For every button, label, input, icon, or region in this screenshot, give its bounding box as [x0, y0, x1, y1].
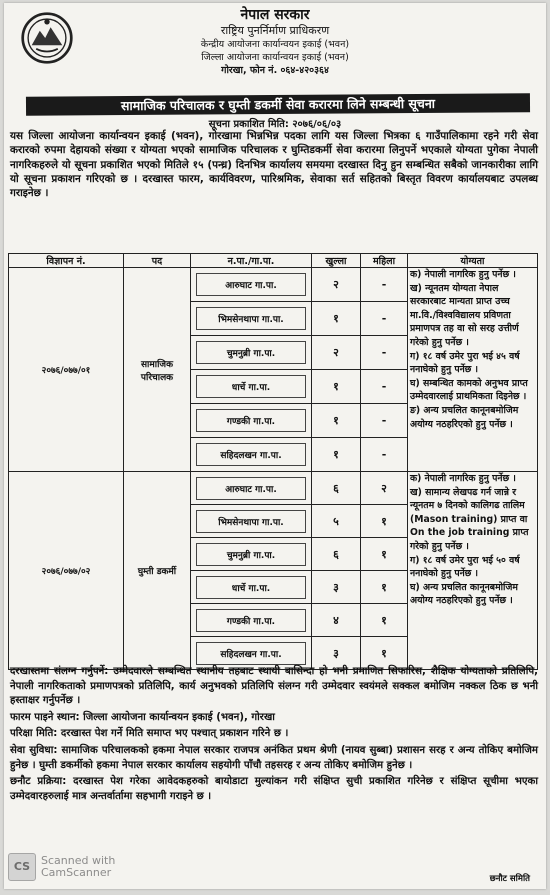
- form-location-note: [10, 711, 538, 726]
- ad-number: २०७६/०७७/०१: [9, 268, 124, 472]
- women-count: १: [361, 505, 408, 538]
- women-count: -: [361, 336, 408, 370]
- municipality-name: चुमनुब्री गा.पा.: [196, 341, 306, 364]
- govt-name: नेपाल सरकार: [240, 7, 310, 23]
- exam-date-text: दरखास्त पेश गर्ने मिति समाप्त भए पश्चात् प्रकाशन गरिने छ ।: [60, 728, 289, 740]
- women-count: २: [361, 472, 408, 505]
- district-unit-name: जिल्ला आयोजना कार्यान्वयन इकाई (भवन): [201, 52, 349, 63]
- women-count: -: [361, 438, 408, 472]
- form-location-text: जिल्ला आयोजना कार्यान्वयन इकाई (भवन), गोरखा: [83, 711, 275, 723]
- municipality-name: सहिदलखन गा.पा.: [196, 642, 306, 665]
- qualification-list: [408, 268, 538, 472]
- municipality-name: चुमनुब्री गा.पा.: [196, 543, 306, 566]
- municipality-name: आरुघाट गा.पा.: [196, 477, 306, 500]
- form-location-label: फारम पाइने स्थान:: [10, 711, 80, 723]
- table-row: [9, 268, 538, 302]
- table-row: [9, 472, 538, 505]
- notice-title: सामाजिक परिचालक र घुम्ती डकर्मी सेवा करारमा लिने सम्बन्धी सूचना: [26, 93, 530, 116]
- open-count: १: [312, 302, 361, 336]
- watermark-line2: CamScanner: [41, 866, 112, 879]
- qualification-list: [408, 472, 538, 670]
- qualification-item: ख) न्यूनतम योग्यता नेपाल सरकारबाट मान्यता प्राप्त उच्च मा.वि./विश्वविद्यालय प्रविणता प्रमाणपत्र तह वा सो सरह उत्तीर्ण गरेको हुनु पर्नेछ ।: [410, 282, 519, 348]
- authority-name: राष्ट्रिय पुनर्निर्माण प्राधिकरण: [220, 24, 330, 37]
- attachments-label: दरखास्तमा संलग्न गर्नुपर्ने:: [10, 666, 109, 677]
- attachments-text: उम्मेदवारले सम्बन्धित स्थानीय तहबाट स्थायी बासिन्दा हो भनी प्रमाणित सिफारिस, शैक्षिक योग्यताको प्रतिलिपि, नेपाली नागरिकताको प्रमाणपत्रको प्रतिलिपि, कार्य अनुभवको प्रतिलिपि संलग्न गरी उम्मेदवार स्वयंमले सक्कल बमोजिम नक्कल ठिक छ भनी हस्ताक्षर गर्नुपर्नेछ ।: [10, 666, 538, 707]
- vacancy-table: [8, 253, 538, 670]
- open-count: ६: [312, 472, 361, 505]
- qualification-item: ग) १८ वर्ष उमेर पुरा भई ४५ वर्ष ननाघेको हुनु पर्नेछ ।: [410, 350, 520, 376]
- open-count: ५: [312, 505, 361, 538]
- municipality-name: भिमसेनथापा गा.पा.: [196, 510, 306, 533]
- facility-label: सेवा सुविधा:: [10, 744, 58, 756]
- table-header-row: [9, 254, 538, 268]
- women-count: -: [361, 370, 408, 404]
- municipality-name: धार्चे गा.पा.: [196, 375, 306, 398]
- camscanner-watermark: [8, 853, 115, 881]
- open-count: ३: [312, 571, 361, 604]
- post-name: घुम्ती डकर्मी: [124, 472, 191, 670]
- post-name: सामाजिक परिचालक: [124, 268, 191, 472]
- qualification-item: क) नेपाली नागरिक हुनु पर्नेछ ।: [410, 473, 516, 484]
- qualification-item: घ) अन्य प्रचलित कानूनबमोजिम अयोग्य नठहरिएको हुनु पर्नेछ ।: [410, 581, 518, 607]
- qualification-item: ख) सामान्य लेखपढ गर्न जान्ने र न्यूनतम ७ दिनको कालिगढ तालिम (Mason training) प्राप्त वा On the job training प्राप्त गरेको हुनु पर्नेछ ।: [410, 486, 529, 552]
- selection-note: [10, 775, 538, 804]
- municipality-name: भिमसेनथापा गा.पा.: [196, 307, 306, 330]
- exam-date-note: [10, 727, 538, 742]
- municipality-name: सहिदलखन गा.पा.: [196, 443, 306, 466]
- women-count: -: [361, 302, 408, 336]
- qualification-item: क) नेपाली नागरिक हुनु पर्नेछ ।: [410, 269, 516, 280]
- col-header-qualification: योग्यता: [408, 254, 538, 268]
- women-count: १: [361, 571, 408, 604]
- office-address-phone: गोरखा, फोन नं. ०६४-४२०३६४: [221, 65, 329, 76]
- selection-label: छनौट प्रक्रिया:: [10, 776, 67, 788]
- open-count: २: [312, 336, 361, 370]
- letterhead: [4, 7, 546, 77]
- notice-paper: [4, 3, 546, 889]
- qualification-item: ङ) अन्य प्रचलित कानूनबमोजिम अयोग्य नठहरिएको हुनु पर्नेछ ।: [410, 404, 519, 430]
- central-unit-name: केन्द्रीय आयोजना कार्यान्वयन इकाई (भवन): [200, 39, 350, 50]
- municipality-name: आरुघाट गा.पा.: [196, 273, 306, 296]
- open-count: ६: [312, 538, 361, 571]
- col-header-post: पद: [124, 254, 191, 268]
- women-count: १: [361, 538, 408, 571]
- facility-text: सामाजिक परिचालकको हकमा नेपाल सरकार राजपत्र अनंकित प्रथम श्रेणी (नायव सुब्बा) प्रशासन सरह र अन्य तोकिए बमोजिम हुनेछ । घुम्ती डकर्मीको हकमा नेपाल सरकार कार्यालय सहयोगी पाँचौ तहसरह र अन्य तोकिए बमोजिम हुनेछ ।: [10, 744, 539, 771]
- selection-text: दरखास्त पेश गरेका आवेदकहरुको बायोडाटा मुल्यांकन गरी संक्षिप्त सुची प्रकाशित गरिनेछ र संक्षिप्त सूचीमा भएका उम्मेदवारहरुलाई मात्र अन्तर्वार्तामा सहभागी गराइने छ ।: [10, 776, 539, 802]
- municipality-name: गण्डकी गा.पा.: [196, 409, 306, 432]
- intro-paragraph: यस जिल्ला आयोजना कार्यान्वयन इकाई (भवन), गोरखामा भिन्नभिन्न पदका लागि यस जिल्ला भित्रका ६ गाउँपालिकामा रहने गरी सेवा करारको रुपमा देहायको संख्या र योग्यता भएको सामाजिक परिचालक र घुम्तिडकर्मी सेवा करारमा लिनुपर्ने भएकाले योग्यता पुगेका नेपाली नागरिकहरुले यो सूचना प्रकाशित भएको मितिले १५ (पन्ध्र) दिनभित्र कार्यालय समयमा दरखास्त दिनु हुन सम्बन्धित सबैको जानकारीका लागि यो सूचना प्रकाशन गरिएको छ । दरखास्त फारम, कार्यविवरण, पारिश्रमिक, सेवाका सर्त सहितको बिस्तृत विवरण कार्यालयबाट उपलब्ध गराइनेछ ।: [10, 130, 538, 200]
- women-count: १: [361, 604, 408, 637]
- open-count: २: [312, 268, 361, 302]
- attachments-note: [10, 665, 538, 709]
- signature: छनौट समिति: [489, 874, 530, 884]
- exam-date-label: परिक्षा मिति:: [10, 728, 58, 740]
- col-header-ad-no: विज्ञापन नं.: [9, 254, 124, 268]
- col-header-women: महिला: [361, 254, 408, 268]
- municipality-name: धार्चे गा.पा.: [196, 576, 306, 599]
- qualification-item: ग) १८ वर्ष उमेर पुरा भई ५० वर्ष ननाघेको हुनु पर्नेछ ।: [410, 554, 520, 580]
- facility-note: [10, 744, 538, 773]
- col-header-municipality: न.पा./गा.पा.: [191, 254, 312, 268]
- women-count: १: [361, 637, 408, 670]
- open-count: १: [312, 438, 361, 472]
- municipality-name: गण्डकी गा.पा.: [196, 609, 306, 632]
- women-count: -: [361, 268, 408, 302]
- open-count: १: [312, 370, 361, 404]
- notice-details: [10, 665, 538, 806]
- col-header-open: खुल्ला: [312, 254, 361, 268]
- camscanner-logo: CS: [8, 853, 36, 881]
- open-count: ३: [312, 637, 361, 670]
- women-count: -: [361, 404, 408, 438]
- qualification-item: घ) सम्बन्धित कामको अनुभव प्राप्त उम्मेदवारलाई प्राथमिकता दिइनेछ ।: [410, 377, 528, 403]
- open-count: १: [312, 404, 361, 438]
- ad-number: २०७६/०७७/०२: [9, 472, 124, 670]
- open-count: ४: [312, 604, 361, 637]
- watermark-line1: Scanned with: [41, 854, 116, 867]
- publication-date: सूचना प्रकाशित मिति: २०७६/०६/०३: [208, 119, 342, 130]
